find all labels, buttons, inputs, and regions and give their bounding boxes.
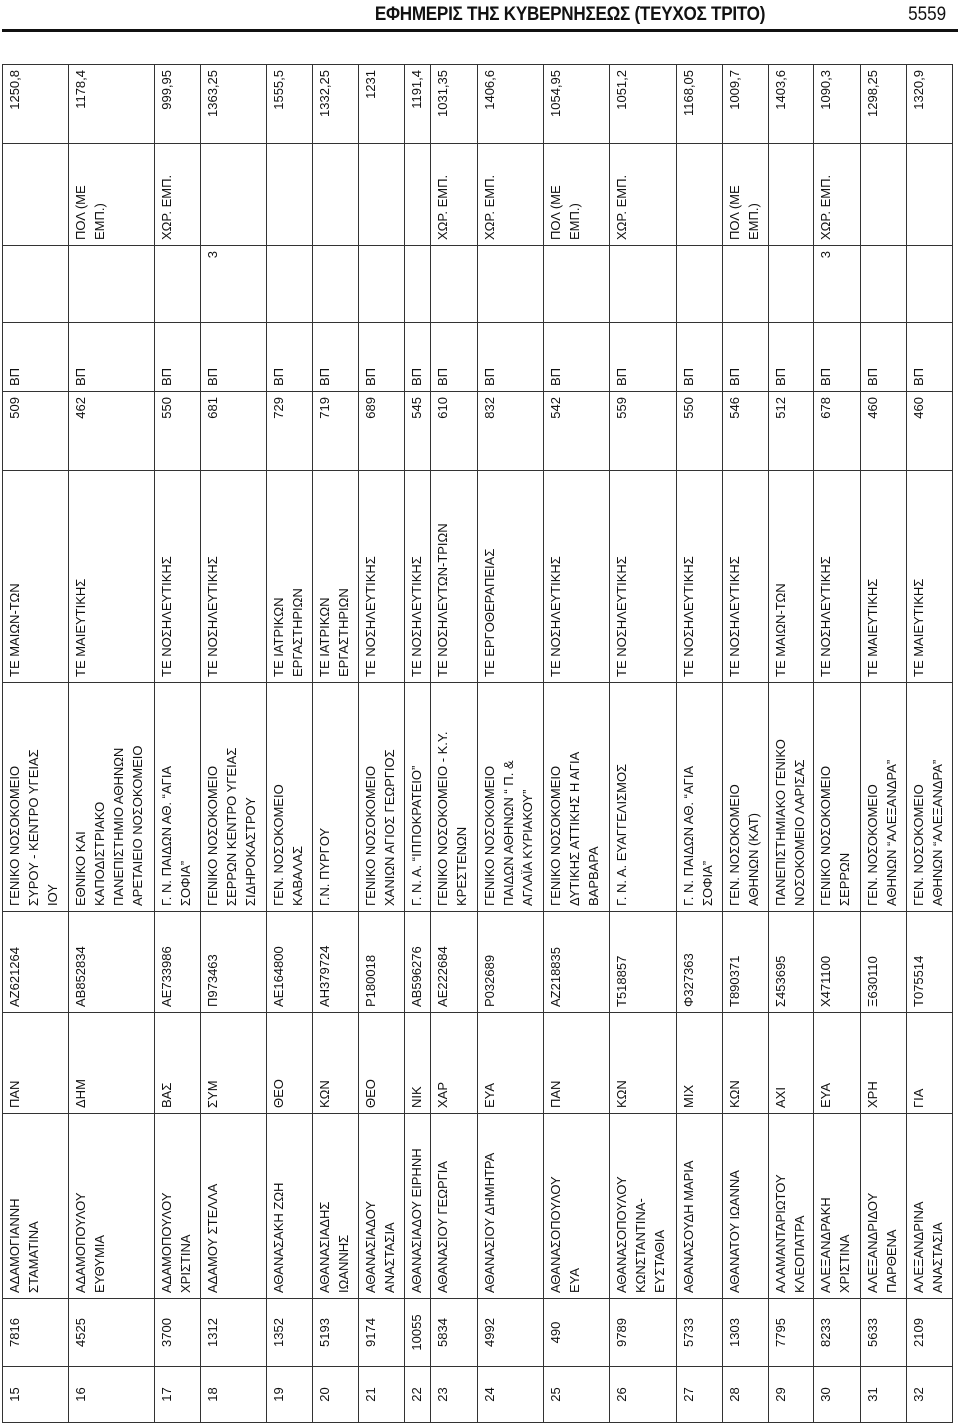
points-cell: 689 — [359, 392, 405, 471]
total-score-cell: 1031,35 — [431, 65, 478, 144]
full-name-cell: ΑΘΑΝΑΣΙΑΔΗΣ ΙΩΑΝΝΗΣ — [313, 1114, 359, 1299]
table-row — [861, 65, 907, 1423]
full-name-cell: ΑΛΕΞΑΝΔΡΙΔΟΥ ΠΑΡΘΕΝΑ — [861, 1114, 907, 1299]
gazette-title: ΕΦΗΜΕΡΙΣ ΤΗΣ ΚΥΒΕΡΝΗΣΕΩΣ (ΤΕΥΧΟΣ ΤΡΙΤΟ) — [374, 4, 766, 25]
full-name-cell: ΑΔΑΜΟΓΙΑΝΝΗ ΣΤΑΜΑΤΙΝΑ — [3, 1114, 69, 1299]
id-number-cell: ΑΒ596276 — [405, 912, 431, 1013]
children-count-cell — [907, 246, 953, 323]
hospital-cell: ΓΕΝΙΚΟ ΝΟΣΟΚΟΜΕΙΟ - Κ.Υ. ΚΡΕΣΤΕΝΩΝ — [431, 683, 478, 912]
hospital-cell: ΕΘΝΙΚΟ ΚΑΙ ΚΑΠΟΔΙΣΤΡΙΑΚΟ ΠΑΝΕΠΙΣΤΗΜΙΟ ΑΘΗΝΩΝ ΑΡΕΤΑΙΕΙΟ ΝΟΣΟΚΟΜΕΙΟ — [69, 683, 155, 912]
hospital-cell: ΓΕΝΙΚΟ ΝΟΣΟΚΟΜΕΙΟ ΔΥΤΙΚΗΣ ΑΤΤΙΚΗΣ Η ΑΓΙΑ ΒΑΡΒΑΡΑ — [544, 683, 610, 912]
row-index-cell: 15 — [3, 1367, 69, 1423]
children-count-cell — [313, 246, 359, 323]
points-cell: 546 — [723, 392, 769, 471]
status-cell — [267, 144, 313, 246]
hospital-cell: Γ. Ν. Α. “ΙΠΠΟΚΡΑΤΕΙΟ” — [405, 683, 431, 912]
children-count-cell — [677, 246, 723, 323]
row-index-cell: 17 — [155, 1367, 201, 1423]
specialty-cell: ΤΕ ΝΟΣΗΛΕΥΤΙΚΗΣ — [814, 471, 861, 683]
table-row — [69, 65, 155, 1423]
id-number-cell: Τ890371 — [723, 912, 769, 1013]
candidate-code-cell: 9789 — [610, 1299, 677, 1367]
children-count-cell — [405, 246, 431, 323]
hospital-cell: Γ. Ν. ΠΑΙΔΩΝ ΑΘ. “ΑΓΙΑ ΣΟΦΙΑ” — [677, 683, 723, 912]
page-number: 5559 — [907, 4, 946, 25]
full-name-cell: ΑΘΑΝΑΣΙΟΥ ΔΗΜΗΤΡΑ — [478, 1114, 544, 1299]
row-index-cell: 20 — [313, 1367, 359, 1423]
specialty-cell: ΤΕ ΝΟΣΗΛΕΥΤΙΚΗΣ — [610, 471, 677, 683]
specialty-cell: ΤΕ ΜΑΙΕΥΤΙΚΗΣ — [861, 471, 907, 683]
table-row — [814, 65, 861, 1423]
specialty-cell: ΤΕ ΜΑΙΩΝ-ΤΩΝ — [769, 471, 814, 683]
total-score-cell: 1250,8 — [3, 65, 69, 144]
rotated-table-container — [2, 65, 952, 1423]
hospital-cell: ΓΕΝ. ΝΟΣΟΚΟΜΕΙΟ ΚΑΒΑΛΑΣ — [267, 683, 313, 912]
father-name-cell: ΑΧΙ — [769, 1013, 814, 1114]
table-row — [478, 65, 544, 1423]
father-name-cell: ΧΡΗ — [861, 1013, 907, 1114]
table-row — [405, 65, 431, 1423]
candidate-code-cell: 7816 — [3, 1299, 69, 1367]
full-name-cell: ΑΘΑΝΑΣΑΚΗ ΖΩΗ — [267, 1114, 313, 1299]
candidate-code-cell: 3700 — [155, 1299, 201, 1367]
specialty-cell: ΤΕ ΜΑΙΩΝ-ΤΩΝ — [3, 471, 69, 683]
id-number-cell: ΑΖ218835 — [544, 912, 610, 1013]
row-index-cell: 19 — [267, 1367, 313, 1423]
candidate-code-cell: 8233 — [814, 1299, 861, 1367]
full-name-cell: ΑΔΑΜΟΠΟΥΛΟΥ ΕΥΘΥΜΙΑ — [69, 1114, 155, 1299]
row-index-cell: 21 — [359, 1367, 405, 1423]
category-cell: ΒΠ — [769, 323, 814, 392]
specialty-cell: ΤΕ ΜΑΙΕΥΤΙΚΗΣ — [907, 471, 953, 683]
id-number-cell: ΑΕ222684 — [431, 912, 478, 1013]
status-cell: ΠΟΛ (ΜΕ ΕΜΠ.) — [723, 144, 769, 246]
points-cell: 550 — [155, 392, 201, 471]
table-row — [907, 65, 953, 1423]
id-number-cell: Σ453695 — [769, 912, 814, 1013]
category-cell: ΒΠ — [610, 323, 677, 392]
table-row — [544, 65, 610, 1423]
category-cell: ΒΠ — [544, 323, 610, 392]
id-number-cell: Ξ630110 — [861, 912, 907, 1013]
total-score-cell: 1054,95 — [544, 65, 610, 144]
row-index-cell: 28 — [723, 1367, 769, 1423]
id-number-cell: Χ471100 — [814, 912, 861, 1013]
candidate-code-cell: 10055 — [405, 1299, 431, 1367]
table-row — [431, 65, 478, 1423]
father-name-cell: ΠΑΝ — [544, 1013, 610, 1114]
category-cell: ΒΠ — [478, 323, 544, 392]
id-number-cell: Φ327363 — [677, 912, 723, 1013]
total-score-cell: 1406,6 — [478, 65, 544, 144]
father-name-cell: ΜΙΧ — [677, 1013, 723, 1114]
specialty-cell: ΤΕ ΝΟΣΗΛΕΥΤΙΚΗΣ — [201, 471, 267, 683]
candidate-code-cell: 4525 — [69, 1299, 155, 1367]
candidate-code-cell: 5733 — [677, 1299, 723, 1367]
total-score-cell: 1332,25 — [313, 65, 359, 144]
hospital-cell: ΓΕΝ. ΝΟΣΟΚΟΜΕΙΟ ΑΘΗΝΩΝ “ΑΛΕΞΑΝΔΡΑ” — [907, 683, 953, 912]
id-number-cell: ΑΖ621264 — [3, 912, 69, 1013]
status-cell — [769, 144, 814, 246]
points-cell: 832 — [478, 392, 544, 471]
points-cell: 509 — [3, 392, 69, 471]
children-count-cell — [861, 246, 907, 323]
father-name-cell: ΘΕΟ — [359, 1013, 405, 1114]
candidate-code-cell: 7795 — [769, 1299, 814, 1367]
children-count-cell — [431, 246, 478, 323]
father-name-cell: ΘΕΟ — [267, 1013, 313, 1114]
id-number-cell: ΑΗ379724 — [313, 912, 359, 1013]
specialty-cell: ΤΕ ΝΟΣΗΛΕΥΤΙΚΗΣ — [359, 471, 405, 683]
points-cell: 678 — [814, 392, 861, 471]
children-count-cell — [155, 246, 201, 323]
total-score-cell: 1320,9 — [907, 65, 953, 144]
status-cell — [359, 144, 405, 246]
table-row — [610, 65, 677, 1423]
table-row — [769, 65, 814, 1423]
total-score-cell: 1363,25 — [201, 65, 267, 144]
status-cell — [907, 144, 953, 246]
total-score-cell: 1298,25 — [861, 65, 907, 144]
specialty-cell: ΤΕ ΝΟΣΗΛΕΥΤΙΚΗΣ — [405, 471, 431, 683]
category-cell: ΒΠ — [677, 323, 723, 392]
points-cell: 545 — [405, 392, 431, 471]
hospital-cell: ΓΕΝΙΚΟ ΝΟΣΟΚΟΜΕΙΟ ΠΑΙΔΩΝ ΑΘΗΝΩΝ “ Π. & ΑΓΛΑΪΑ ΚΥΡΙΑΚΟΥ” — [478, 683, 544, 912]
candidate-code-cell: 9174 — [359, 1299, 405, 1367]
father-name-cell: ΕΥΑ — [478, 1013, 544, 1114]
category-cell: ΒΠ — [431, 323, 478, 392]
row-index-cell: 25 — [544, 1367, 610, 1423]
category-cell: ΒΠ — [814, 323, 861, 392]
status-cell: ΠΟΛ (ΜΕ ΕΜΠ.) — [544, 144, 610, 246]
category-cell: ΒΠ — [267, 323, 313, 392]
specialty-cell: ΤΕ ΝΟΣΗΛΕΥΤΙΚΗΣ — [723, 471, 769, 683]
full-name-cell: ΑΘΑΝΑΣΟΠΟΥΛΟΥ ΕΥΑ — [544, 1114, 610, 1299]
father-name-cell: ΠΑΝ — [3, 1013, 69, 1114]
specialty-cell: ΤΕ ΙΑΤΡΙΚΩΝ ΕΡΓΑΣΤΗΡΙΩΝ — [313, 471, 359, 683]
category-cell: ΒΠ — [155, 323, 201, 392]
full-name-cell: ΑΛΑΜΑΝΤΑΡΙΩΤΟΥ ΚΛΕΟΠΑΤΡΑ — [769, 1114, 814, 1299]
children-count-cell — [544, 246, 610, 323]
row-index-cell: 22 — [405, 1367, 431, 1423]
points-cell: 460 — [907, 392, 953, 471]
status-cell — [861, 144, 907, 246]
children-count-cell — [267, 246, 313, 323]
father-name-cell: ΕΥΑ — [814, 1013, 861, 1114]
children-count-cell — [723, 246, 769, 323]
children-count-cell: 3 — [814, 246, 861, 323]
children-count-cell — [610, 246, 677, 323]
father-name-cell: ΣΥΜ — [201, 1013, 267, 1114]
points-cell: 460 — [861, 392, 907, 471]
full-name-cell: ΑΛΕΞΑΝΔΡΙΝΑ ΑΝΑΣΤΑΣΙΑ — [907, 1114, 953, 1299]
row-index-cell: 16 — [69, 1367, 155, 1423]
full-name-cell: ΑΘΑΝΑΣΙΑΔΟΥ ΕΙΡΗΝΗ — [405, 1114, 431, 1299]
candidates-table — [2, 64, 953, 1423]
points-cell: 550 — [677, 392, 723, 471]
full-name-cell: ΑΔΑΜΟΥ ΣΤΕΛΛΑ — [201, 1114, 267, 1299]
hospital-cell: Γ. Ν. Α. ΕΥΑΓΓΕΛΙΣΜΟΣ — [610, 683, 677, 912]
total-score-cell: 999,95 — [155, 65, 201, 144]
table-row — [3, 65, 69, 1423]
table-row — [359, 65, 405, 1423]
points-cell: 512 — [769, 392, 814, 471]
specialty-cell: ΤΕ ΝΟΣΗΛΕΥΤΙΚΗΣ — [544, 471, 610, 683]
father-name-cell: ΝΙΚ — [405, 1013, 431, 1114]
id-number-cell: Τ518857 — [610, 912, 677, 1013]
total-score-cell: 1231 — [359, 65, 405, 144]
father-name-cell: ΒΑΣ — [155, 1013, 201, 1114]
hospital-cell: Γ. Ν. ΠΑΙΔΩΝ ΑΘ. “ΑΓΙΑ ΣΟΦΙΑ” — [155, 683, 201, 912]
status-cell: ΧΩΡ. ΕΜΠ. — [814, 144, 861, 246]
specialty-cell: ΤΕ ΜΑΙΕΥΤΙΚΗΣ — [69, 471, 155, 683]
status-cell: ΧΩΡ. ΕΜΠ. — [478, 144, 544, 246]
total-score-cell: 1090,3 — [814, 65, 861, 144]
candidate-code-cell: 5193 — [313, 1299, 359, 1367]
father-name-cell: ΚΩΝ — [610, 1013, 677, 1114]
hospital-cell: Γ.Ν. ΠΥΡΓΟΥ — [313, 683, 359, 912]
status-cell: ΧΩΡ. ΕΜΠ. — [431, 144, 478, 246]
row-index-cell: 29 — [769, 1367, 814, 1423]
row-index-cell: 27 — [677, 1367, 723, 1423]
status-cell: ΧΩΡ. ΕΜΠ. — [155, 144, 201, 246]
row-index-cell: 31 — [861, 1367, 907, 1423]
category-cell: ΒΠ — [861, 323, 907, 392]
status-cell — [405, 144, 431, 246]
status-cell — [677, 144, 723, 246]
father-name-cell: ΚΩΝ — [313, 1013, 359, 1114]
total-score-cell: 1555,5 — [267, 65, 313, 144]
specialty-cell: ΤΕ ΕΡΓΟΘΕΡΑΠΕΙΑΣ — [478, 471, 544, 683]
full-name-cell: ΑΘΑΝΑΣΙΑΔΟΥ ΑΝΑΣΤΑΣΙΑ — [359, 1114, 405, 1299]
category-cell: ΒΠ — [907, 323, 953, 392]
table-row — [677, 65, 723, 1423]
children-count-cell — [769, 246, 814, 323]
id-number-cell: ΑΕ733986 — [155, 912, 201, 1013]
row-index-cell: 30 — [814, 1367, 861, 1423]
category-cell: ΒΠ — [313, 323, 359, 392]
total-score-cell: 1191,4 — [405, 65, 431, 144]
candidate-code-cell: 490 — [544, 1299, 610, 1367]
children-count-cell — [359, 246, 405, 323]
status-cell — [201, 144, 267, 246]
points-cell: 681 — [201, 392, 267, 471]
candidate-code-cell: 5633 — [861, 1299, 907, 1367]
candidate-code-cell: 5834 — [431, 1299, 478, 1367]
hospital-cell: ΓΕΝΙΚΟ ΝΟΣΟΚΟΜΕΙΟ ΣΕΡΡΩΝ — [814, 683, 861, 912]
id-number-cell: ΑΒ852834 — [69, 912, 155, 1013]
category-cell: ΒΠ — [405, 323, 431, 392]
hospital-cell: ΓΕΝΙΚΟ ΝΟΣΟΚΟΜΕΙΟ ΧΑΝΙΩΝ ΑΓΙΟΣ ΓΕΩΡΓΙΟΣ — [359, 683, 405, 912]
id-number-cell: Ρ180018 — [359, 912, 405, 1013]
category-cell: ΒΠ — [359, 323, 405, 392]
row-index-cell: 26 — [610, 1367, 677, 1423]
specialty-cell: ΤΕ ΝΟΣΗΛΕΥΤΙΚΗΣ — [155, 471, 201, 683]
hospital-cell: ΓΕΝΙΚΟ ΝΟΣΟΚΟΜΕΙΟ ΣΕΡΡΩΝ ΚΕΝΤΡΟ ΥΓΕΙΑΣ ΣΙΔΗΡΟΚΑΣΤΡΟΥ — [201, 683, 267, 912]
full-name-cell: ΑΘΑΝΑΣΟΥΔΗ ΜΑΡΙΑ — [677, 1114, 723, 1299]
table-row — [201, 65, 267, 1423]
table-row — [313, 65, 359, 1423]
category-cell: ΒΠ — [201, 323, 267, 392]
candidate-code-cell: 4992 — [478, 1299, 544, 1367]
points-cell: 719 — [313, 392, 359, 471]
total-score-cell: 1178,4 — [69, 65, 155, 144]
category-cell: ΒΠ — [69, 323, 155, 392]
children-count-cell — [69, 246, 155, 323]
row-index-cell: 18 — [201, 1367, 267, 1423]
points-cell: 559 — [610, 392, 677, 471]
total-score-cell: 1009,7 — [723, 65, 769, 144]
id-number-cell: Π973463 — [201, 912, 267, 1013]
hospital-cell: ΓΕΝΙΚΟ ΝΟΣΟΚΟΜΕΙΟ ΣΥΡΟΥ - ΚΕΝΤΡΟ ΥΓΕΙΑΣ ΙΟΥ — [3, 683, 69, 912]
children-count-cell — [478, 246, 544, 323]
id-number-cell: ΑΕ164800 — [267, 912, 313, 1013]
candidate-code-cell: 2109 — [907, 1299, 953, 1367]
candidate-code-cell: 1352 — [267, 1299, 313, 1367]
father-name-cell: ΚΩΝ — [723, 1013, 769, 1114]
points-cell: 462 — [69, 392, 155, 471]
father-name-cell: ΓΙΑ — [907, 1013, 953, 1114]
status-cell — [313, 144, 359, 246]
points-cell: 610 — [431, 392, 478, 471]
father-name-cell: ΔΗΜ — [69, 1013, 155, 1114]
points-cell: 729 — [267, 392, 313, 471]
specialty-cell: ΤΕ ΙΑΤΡΙΚΩΝ ΕΡΓΑΣΤΗΡΙΩΝ — [267, 471, 313, 683]
table-row — [155, 65, 201, 1423]
candidate-code-cell: 1303 — [723, 1299, 769, 1367]
hospital-cell: ΠΑΝΕΠΙΣΤΗΜΙΑΚΟ ΓΕΝΙΚΟ ΝΟΣΟΚΟΜΕΙΟ ΛΑΡΙΣΑΣ — [769, 683, 814, 912]
full-name-cell: ΑΘΑΝΑΣΟΠΟΥΛΟΥ ΚΩΝΣΤΑΝΤΙΝΑ- ΕΥΣΤΑΘΙΑ — [610, 1114, 677, 1299]
row-index-cell: 24 — [478, 1367, 544, 1423]
hospital-cell: ΓΕΝ. ΝΟΣΟΚΟΜΕΙΟ ΑΘΗΝΩΝ “ΑΛΕΞΑΝΔΡΑ” — [861, 683, 907, 912]
status-cell: ΧΩΡ. ΕΜΠ. — [610, 144, 677, 246]
specialty-cell: ΤΕ ΝΟΣΗΛΕΥΤΙΚΗΣ — [677, 471, 723, 683]
hospital-cell: ΓΕΝ. ΝΟΣΟΚΟΜΕΙΟ ΑΘΗΝΩΝ (ΚΑΤ) — [723, 683, 769, 912]
status-cell — [3, 144, 69, 246]
status-cell: ΠΟΛ (ΜΕ ΕΜΠ.) — [69, 144, 155, 246]
children-count-cell: 3 — [201, 246, 267, 323]
father-name-cell: ΧΑΡ — [431, 1013, 478, 1114]
full-name-cell: ΑΛΕΞΑΝΔΡΑΚΗ ΧΡΙΣΤΙΝΑ — [814, 1114, 861, 1299]
header-divider — [2, 29, 958, 32]
id-number-cell: Τ075514 — [907, 912, 953, 1013]
table-row — [267, 65, 313, 1423]
category-cell: ΒΠ — [723, 323, 769, 392]
children-count-cell — [3, 246, 69, 323]
total-score-cell: 1168,05 — [677, 65, 723, 144]
total-score-cell: 1051,2 — [610, 65, 677, 144]
full-name-cell: ΑΘΑΝΑΣΙΟΥ ΓΕΩΡΓΙΑ — [431, 1114, 478, 1299]
category-cell: ΒΠ — [3, 323, 69, 392]
total-score-cell: 1403,6 — [769, 65, 814, 144]
full-name-cell: ΑΔΑΜΟΠΟΥΛΟΥ ΧΡΙΣΤΙΝΑ — [155, 1114, 201, 1299]
row-index-cell: 23 — [431, 1367, 478, 1423]
specialty-cell: ΤΕ ΝΟΣΗΛΕΥΤΩΝ-ΤΡΙΩΝ — [431, 471, 478, 683]
candidate-code-cell: 1312 — [201, 1299, 267, 1367]
full-name-cell: ΑΘΑΝΑΤΟΥ ΙΩΑΝΝΑ — [723, 1114, 769, 1299]
row-index-cell: 32 — [907, 1367, 953, 1423]
points-cell: 542 — [544, 392, 610, 471]
table-row — [723, 65, 769, 1423]
id-number-cell: Ρ032689 — [478, 912, 544, 1013]
